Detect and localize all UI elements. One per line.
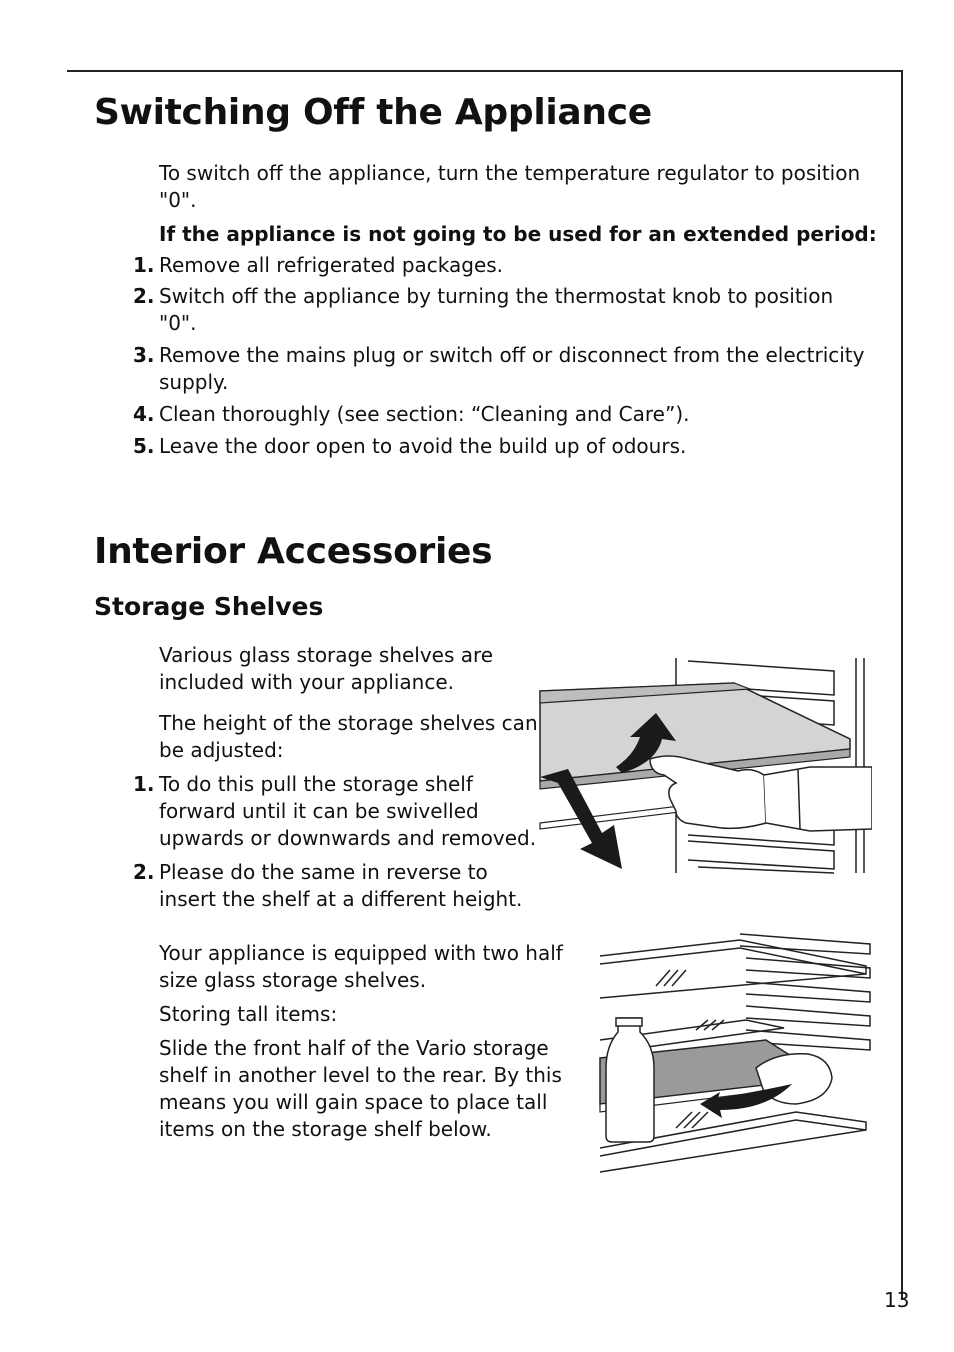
step-number: 1. [133, 253, 155, 277]
shelves-para-4: Storing tall items: [159, 1002, 338, 1026]
vario-shelf-illustration [596, 928, 872, 1178]
step-number: 3. [133, 343, 155, 367]
step-number: 4. [133, 402, 155, 426]
page-number: 13 [884, 1288, 910, 1312]
top-rule [67, 70, 903, 72]
switching-step-2: Switch off the appliance by turning the thermostat knob to position "0". [159, 284, 834, 335]
switching-step-1: Remove all refrigerated packages. [159, 253, 504, 277]
switching-step-5: Leave the door open to avoid the build up of odours. [159, 434, 687, 458]
shelves-para-3: Your appliance is equipped with two half size glass storage shelves. [159, 941, 563, 992]
extended-period-label: If the appliance is not going to be used for an extended period: [159, 222, 877, 246]
shelves-para-1: Various glass storage shelves are included with your appliance. [159, 643, 494, 694]
switching-off-heading: Switching Off the Appliance [94, 92, 652, 133]
shelves-para-2: The height of the storage shelves can be adjusted: [159, 711, 538, 762]
step-number: 1. [133, 772, 155, 796]
step-number: 2. [133, 284, 155, 308]
storage-shelves-subheading: Storage Shelves [94, 592, 324, 621]
right-margin-rule [901, 70, 903, 1300]
interior-accessories-heading: Interior Accessories [94, 531, 493, 572]
step-number: 2. [133, 860, 155, 884]
shelves-step-2: Please do the same in reverse to insert the shelf at a different height. [159, 860, 523, 911]
shelf-removal-illustration [538, 655, 872, 875]
step-number: 5. [133, 434, 155, 458]
switching-step-4: Clean thoroughly (see section: “Cleaning and Care”). [159, 402, 690, 426]
switching-intro: To switch off the appliance, turn the temperature regulator to position "0". [159, 161, 861, 212]
shelves-para-5: Slide the front half of the Vario storage shelf in another level to the rear. By this means you will gain space to place tall items on the storage shelf below. [159, 1036, 562, 1141]
switching-step-3: Remove the mains plug or switch off or disconnect from the electricity supply. [159, 343, 865, 394]
shelves-step-1: To do this pull the storage shelf forward until it can be swivelled upwards or downwards and removed. [159, 772, 537, 850]
